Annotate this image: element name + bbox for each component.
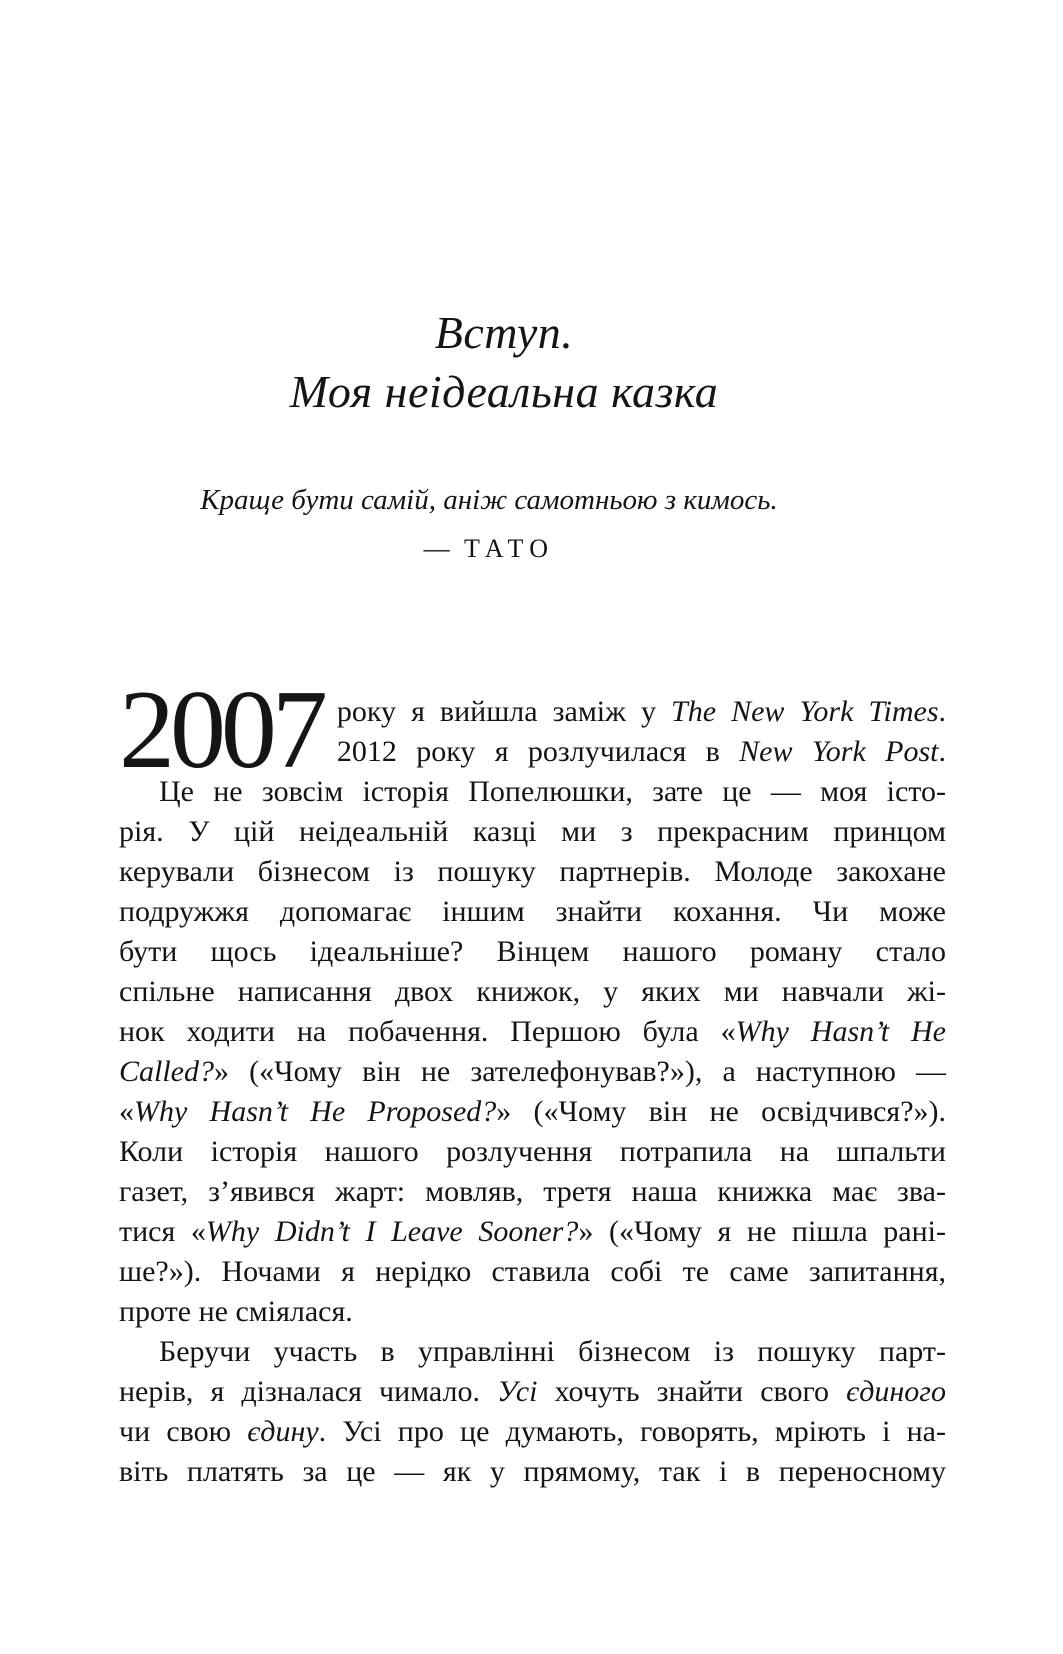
text-segment: » («Чому він не зателефонував?»), а наступною — xyxy=(214,1055,946,1088)
epigraph-attribution xyxy=(0,533,978,565)
body-line xyxy=(119,1052,946,1092)
text-segment: 2012 року я розлучилася в xyxy=(336,735,740,768)
body-line xyxy=(119,1452,946,1492)
body-line xyxy=(119,972,946,1012)
text-segment: рія. У цій неідеальній казці ми з прекрасним принцом xyxy=(119,815,946,848)
italic-segment: Why Hasn’t He xyxy=(735,1015,946,1048)
body-line xyxy=(119,1372,946,1412)
body-line xyxy=(119,1212,946,1252)
body-line xyxy=(119,1252,946,1292)
body-line xyxy=(119,1012,946,1052)
text-segment: газет, з’явився жарт: мовляв, третя наша книжка має зва- xyxy=(119,1175,946,1208)
body-line xyxy=(119,1332,946,1372)
text-segment: проте не сміялася. xyxy=(119,1295,353,1328)
text-segment: ше?»). Ночами я нерідко ставила собі те саме запитання, xyxy=(119,1255,946,1288)
text-segment: Це не зовсім історія Попелюшки, зате це — моя істо- xyxy=(159,775,946,808)
epigraph-quote: Краще бути самій, аніж самотньою з кимось. xyxy=(200,484,778,516)
text-segment: . Усі про це думають, говорять, мріють і на- xyxy=(318,1415,946,1448)
body-line xyxy=(119,852,946,892)
italic-segment: The New York Times xyxy=(671,695,939,728)
attribution-name: ТАТО xyxy=(463,534,555,563)
italic-segment: єдину xyxy=(247,1415,319,1448)
dropcap-year: 2007 xyxy=(119,668,323,792)
italic-segment: Called? xyxy=(119,1055,214,1088)
text-segment: подружжя допомагає іншим знайти кохання. Чи може xyxy=(119,895,946,928)
italic-segment: New York Post xyxy=(739,735,939,768)
text-segment: нерів, я дізналася чимало. xyxy=(119,1375,498,1408)
body-line xyxy=(119,772,946,812)
attribution-dash: — xyxy=(423,534,450,563)
body-line xyxy=(119,892,946,932)
text-segment: « xyxy=(119,1095,134,1128)
text-segment: Коли історія нашого розлучення потрапила на шпальти xyxy=(119,1135,946,1168)
body-line xyxy=(119,1412,946,1452)
text-segment: віть платять за це — як у прямому, так і в переносному xyxy=(119,1455,946,1488)
body-text xyxy=(119,668,947,1492)
body-line xyxy=(119,1132,946,1172)
body-line xyxy=(119,1092,946,1132)
text-segment: року я вийшла заміж у xyxy=(336,695,672,728)
body-line xyxy=(119,932,946,972)
text-segment: чи свою xyxy=(119,1415,248,1448)
chapter-title xyxy=(0,303,1008,421)
text-segment: » («Чому він не освідчився?»). xyxy=(496,1095,947,1128)
body-line xyxy=(119,1172,946,1212)
body-line xyxy=(119,1292,946,1332)
text-segment: хочуть знайти свого xyxy=(537,1375,847,1408)
chapter-title-line1: Вступ. xyxy=(434,307,574,358)
text-segment: керували бізнесом із пошуку партнерів. Молоде закохане xyxy=(119,855,946,888)
text-segment: . xyxy=(938,695,946,728)
body-line xyxy=(119,812,946,852)
text-segment: » («Чому я не пішла рані- xyxy=(578,1215,946,1248)
text-segment: Беручи участь в управлінні бізнесом із пошуку парт- xyxy=(159,1335,946,1368)
text-segment: бути щось ідеальніше? Вінцем нашого роману стало xyxy=(119,935,946,968)
text-segment: . xyxy=(938,735,946,768)
text-segment: тися « xyxy=(119,1215,206,1248)
text-segment: спільне написання двох книжок, у яких ми навчали жі- xyxy=(119,975,946,1008)
italic-segment: Why Hasn’t He Proposed? xyxy=(134,1095,497,1128)
text-segment: нок ходити на побачення. Першою була « xyxy=(119,1015,736,1048)
italic-segment: Why Didn’t I Leave Sooner? xyxy=(205,1215,579,1248)
italic-segment: Усі xyxy=(497,1375,538,1408)
chapter-title-line2: Моя неідеальна казка xyxy=(289,366,719,417)
italic-segment: єдиного xyxy=(846,1375,947,1408)
